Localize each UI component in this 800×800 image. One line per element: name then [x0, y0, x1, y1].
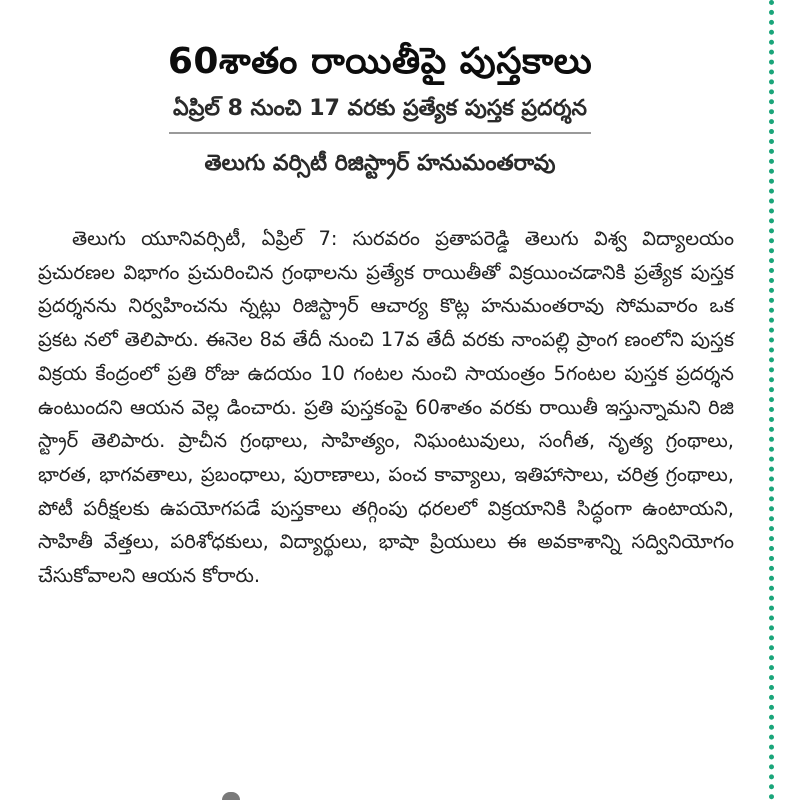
article-subheading-dates — [0, 92, 760, 134]
next-article-fragment — [222, 792, 240, 800]
article-body: తెలుగు యూనివర్సిటీ, ఏప్రిల్ 7: సురవరం ప్రతాపరెడ్డి తెలుగు విశ్వ విద్యాలయం ప్రచురణల విభాగం ప్రచురించిన గ్రంథాలను ప్రత్యేక రాయితీతో విక్రయించడానికి ప్రత్యేక పుస్తక ప్రదర్శనను నిర్వహించను న్నట్లు రిజిస్ట్రార్ ఆచార్య కొట్ల హనుమంతరావు సోమవారం ఒక ప్రకట నలో తెలిపారు. ఈనెల 8వ తేదీ నుంచి 17వ తేదీ వరకు నాంపల్లి ప్రాంగ ణంలోని పుస్తక విక్రయ కేంద్రంలో ప్రతి రోజు ఉదయం 10 గంటల నుంచి సాయంత్రం 5గంటల పుస్తక ప్రదర్శన ఉంటుందని ఆయన వెల్ల డించారు. ప్రతి పుస్తకంపై 60శాతం వరకు రాయితీ ఇస్తున్నామని రిజి స్ట్రార్ తెలిపారు. ప్రాచీన గ్రంథాలు, సాహిత్యం, నిఘంటువులు, సంగీత, నృత్య గ్రంథాలు, భారత, భాగవతాలు, ప్రబంధాలు, పురాణాలు, పంచ కావ్యాలు, ఇతిహాసాలు, చరిత్ర గ్రంథాలు, పోటీ పరీక్షలకు ఉపయోగపడే పుస్తకాలు తగ్గింపు ధరలలో విక్రయానికి సిద్ధంగా ఉంటాయని, సాహితీ వేత్తలు, పరిశోధకులు, విద్యార్థులు, భాషా ప్రియులు ఈ అవకాశాన్ని సద్వినియోగం చేసుకోవాలని ఆయన కోరారు. — [38, 227, 734, 588]
column-divider-dotted — [769, 0, 774, 800]
article-subheading-registrar — [0, 147, 760, 181]
article-subheading-dates-text: ఏప్రిల్ 8 నుంచి 17 వరకు ప్రత్యేక పుస్తక ప్రదర్శన — [169, 92, 591, 134]
article-headline: 60శాతం రాయితీపై పుస్తకాలు — [167, 41, 593, 83]
article-subheading-registrar-text: తెలుగు వర్సిటీ రిజిస్ట్రార్ హనుమంతరావు — [204, 151, 556, 176]
